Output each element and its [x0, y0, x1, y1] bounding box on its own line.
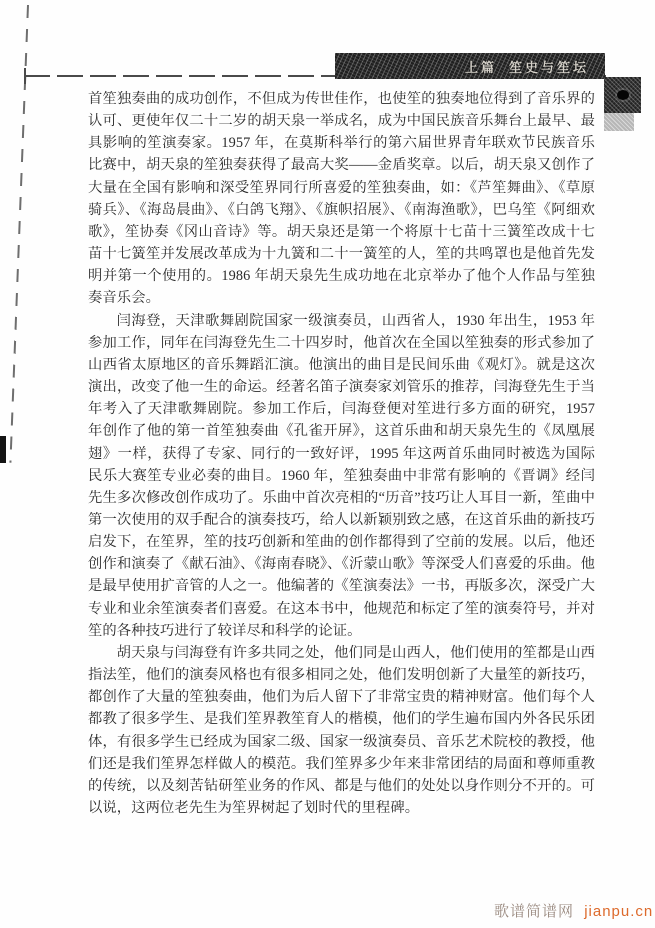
running-header-section: 上篇	[464, 59, 497, 75]
running-header-title: 笙史与笙坛	[508, 59, 589, 75]
paragraph-yan-haideng: 闫海登，天津歌舞剧院国家一级演奏员，山西省人，1930 年出生，1953 年参加工作，同年在闫海登先生二十四岁时，他首次在全国以笙独奏的形式参加了山西省太原地区的音乐舞蹈汇演。他演出的曲目是民间乐曲《观灯》。就是这次演出，改变了他一生的命运。经著名笛子演奏家刘管乐的推荐，闫海登先生于当年考入了天津歌舞剧院。参加工作后，闫海登便对笙进行多方面的研究，1957 年创作了他的第一首笙独奏曲《孔雀开屏》，这首乐曲和胡天泉先生的《凤凰展翅》一样，获得了专家、同行的一致好评，1995 年这两首乐曲同时被选为国际民乐大赛笙专业必奏的曲目。1960 年，笙独奏曲中非常有影响的《晋调》经闫先生多次修改创作成功了。乐曲中首次亮相的“历音”技巧让人耳目一新，笙曲中第一次使用的双手配合的演奏技巧，给人以新颖别致之感，在这首乐曲的新技巧启发下，在笙界，笙的技巧创新和笙曲的创作都得到了空前的发展。以后，他还创作和演奏了《献石油》、《海南春晓》、《沂蒙山歌》等深受人们喜爱的乐曲。他是最早使用扩音管的人之一。他编著的《笙演奏法》一书，再版多次，深受广大专业和业余笙演奏者们喜爱。在这本书中，他规范和标定了笙的演奏符号，并对笙的各种技巧进行了较详尽和科学的论证。	[88, 312, 595, 639]
watermark-site-name: 歌谱简谱网	[494, 903, 575, 920]
binding-dashed-line	[9, 5, 29, 463]
running-header-band	[335, 53, 605, 79]
header-rule-tick	[24, 68, 26, 84]
watermark	[494, 900, 653, 921]
page-number-badge-shadow	[604, 113, 634, 131]
paragraph-comparison: 胡天泉与闫海登有许多共同之处，他们同是山西人，他们使用的笙都是山西指法笙，他们的演奏风格也有很多相同之处，他们发明创新了大量笙的新技巧，都创作了大量的笙独奏曲，他们为后人留下了非常宝贵的精神财富。他们每个人都教了很多学生、是我们笙界教笙育人的楷模，他们的学生遍布国内外各民乐团体，有很多学生已经成为国家二级、国家一级演奏员、音乐艺术院校的教授，他们还是我们笙界怎样做人的模范。我们笙界多少年来非常团结的局面和尊师重教的传统，以及刻苦钻研笙业务的作风、都是与他们的处处以身作则分不开的。可以说，这两位老先生为笙界树起了划时代的里程碑。	[88, 644, 595, 816]
watermark-site-domain: jianpu.cn	[584, 903, 654, 920]
binding-black-tab	[0, 436, 6, 463]
body-text	[88, 88, 595, 819]
paragraph-hu-tianquan: 首笙独奏曲的成功创作，不但成为传世佳作，也使笙的独奏地位得到了音乐界的认可、更使年仅二十二岁的胡天泉一举成名，成为中国民族音乐舞台上最早、最具影响的笙演奏家。1957 年，在莫斯科举行的第六届世界青年联欢节民族音乐比赛中，胡天泉的笙独奏获得了最高大奖——金盾奖章。以后，胡天泉又创作了大量在全国有影响和深受笙界同行所喜爱的笙独奏曲，如：《芦笙舞曲》、《草原骑兵》、《海岛晨曲》、《白鸽飞翔》、《旗帜招展》、《南海渔歌》，巴乌笙《阿细欢歌》，笙协奏《冈山音诗》等。胡天泉还是第一个将原十七苗十三簧笙改成十七苗十七簧笙并发展改革成为十九簧和二十一簧笙的人，笙的共鸣罩也是他首先发明并第一个使用的。1986 年胡天泉先生成功地在北京举办了他个人作品与笙独奏音乐会。	[88, 91, 595, 307]
page-number-badge	[604, 77, 641, 113]
page-number-glyph	[617, 90, 629, 100]
